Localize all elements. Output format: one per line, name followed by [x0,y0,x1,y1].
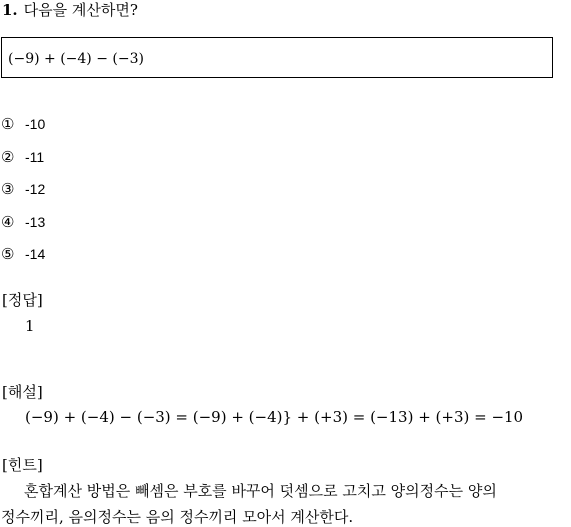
expression-text: (−9) + (−4) − (−3) [8,51,144,67]
choice-3-value: -12 [25,181,46,197]
choice-2[interactable] [1,147,44,167]
choice-5-marker: ⑤ [1,245,15,263]
expression-box [1,37,553,78]
choice-5[interactable] [1,244,45,264]
choice-5-value: -14 [25,246,46,262]
hint-text-line-2: 정수끼리, 음의정수는 음의 정수끼리 모아서 계산한다. [1,508,354,526]
hint-text-line-1: 혼합계산 방법은 빼셈은 부호를 바꾸어 덧셈으로 고치고 양의정수는 양의 [24,482,497,500]
choice-4-value: -13 [25,214,46,230]
choice-2-marker: ② [1,148,15,166]
explanation-text: (−9) + (−4) − (−3) = (−9) + (−4)} + (+3) = (−13) + (+3) = −10 [25,408,524,426]
question-text: 다음을 계산하면? [23,1,138,19]
question-number: 1. [2,1,18,19]
choice-2-value: -11 [25,149,45,165]
hint-label: [힌트] [2,456,43,474]
choice-4[interactable] [1,212,45,232]
answer-value: 1 [25,317,35,335]
choice-3-marker: ③ [1,180,15,198]
choice-1[interactable] [1,114,45,134]
answer-label: [정답] [2,291,43,309]
choice-1-marker: ① [1,115,15,133]
explanation-label: [해설] [2,383,43,401]
choice-1-value: -10 [25,116,46,132]
choice-3[interactable] [1,179,45,199]
choice-4-marker: ④ [1,213,15,231]
question-title [2,0,138,20]
